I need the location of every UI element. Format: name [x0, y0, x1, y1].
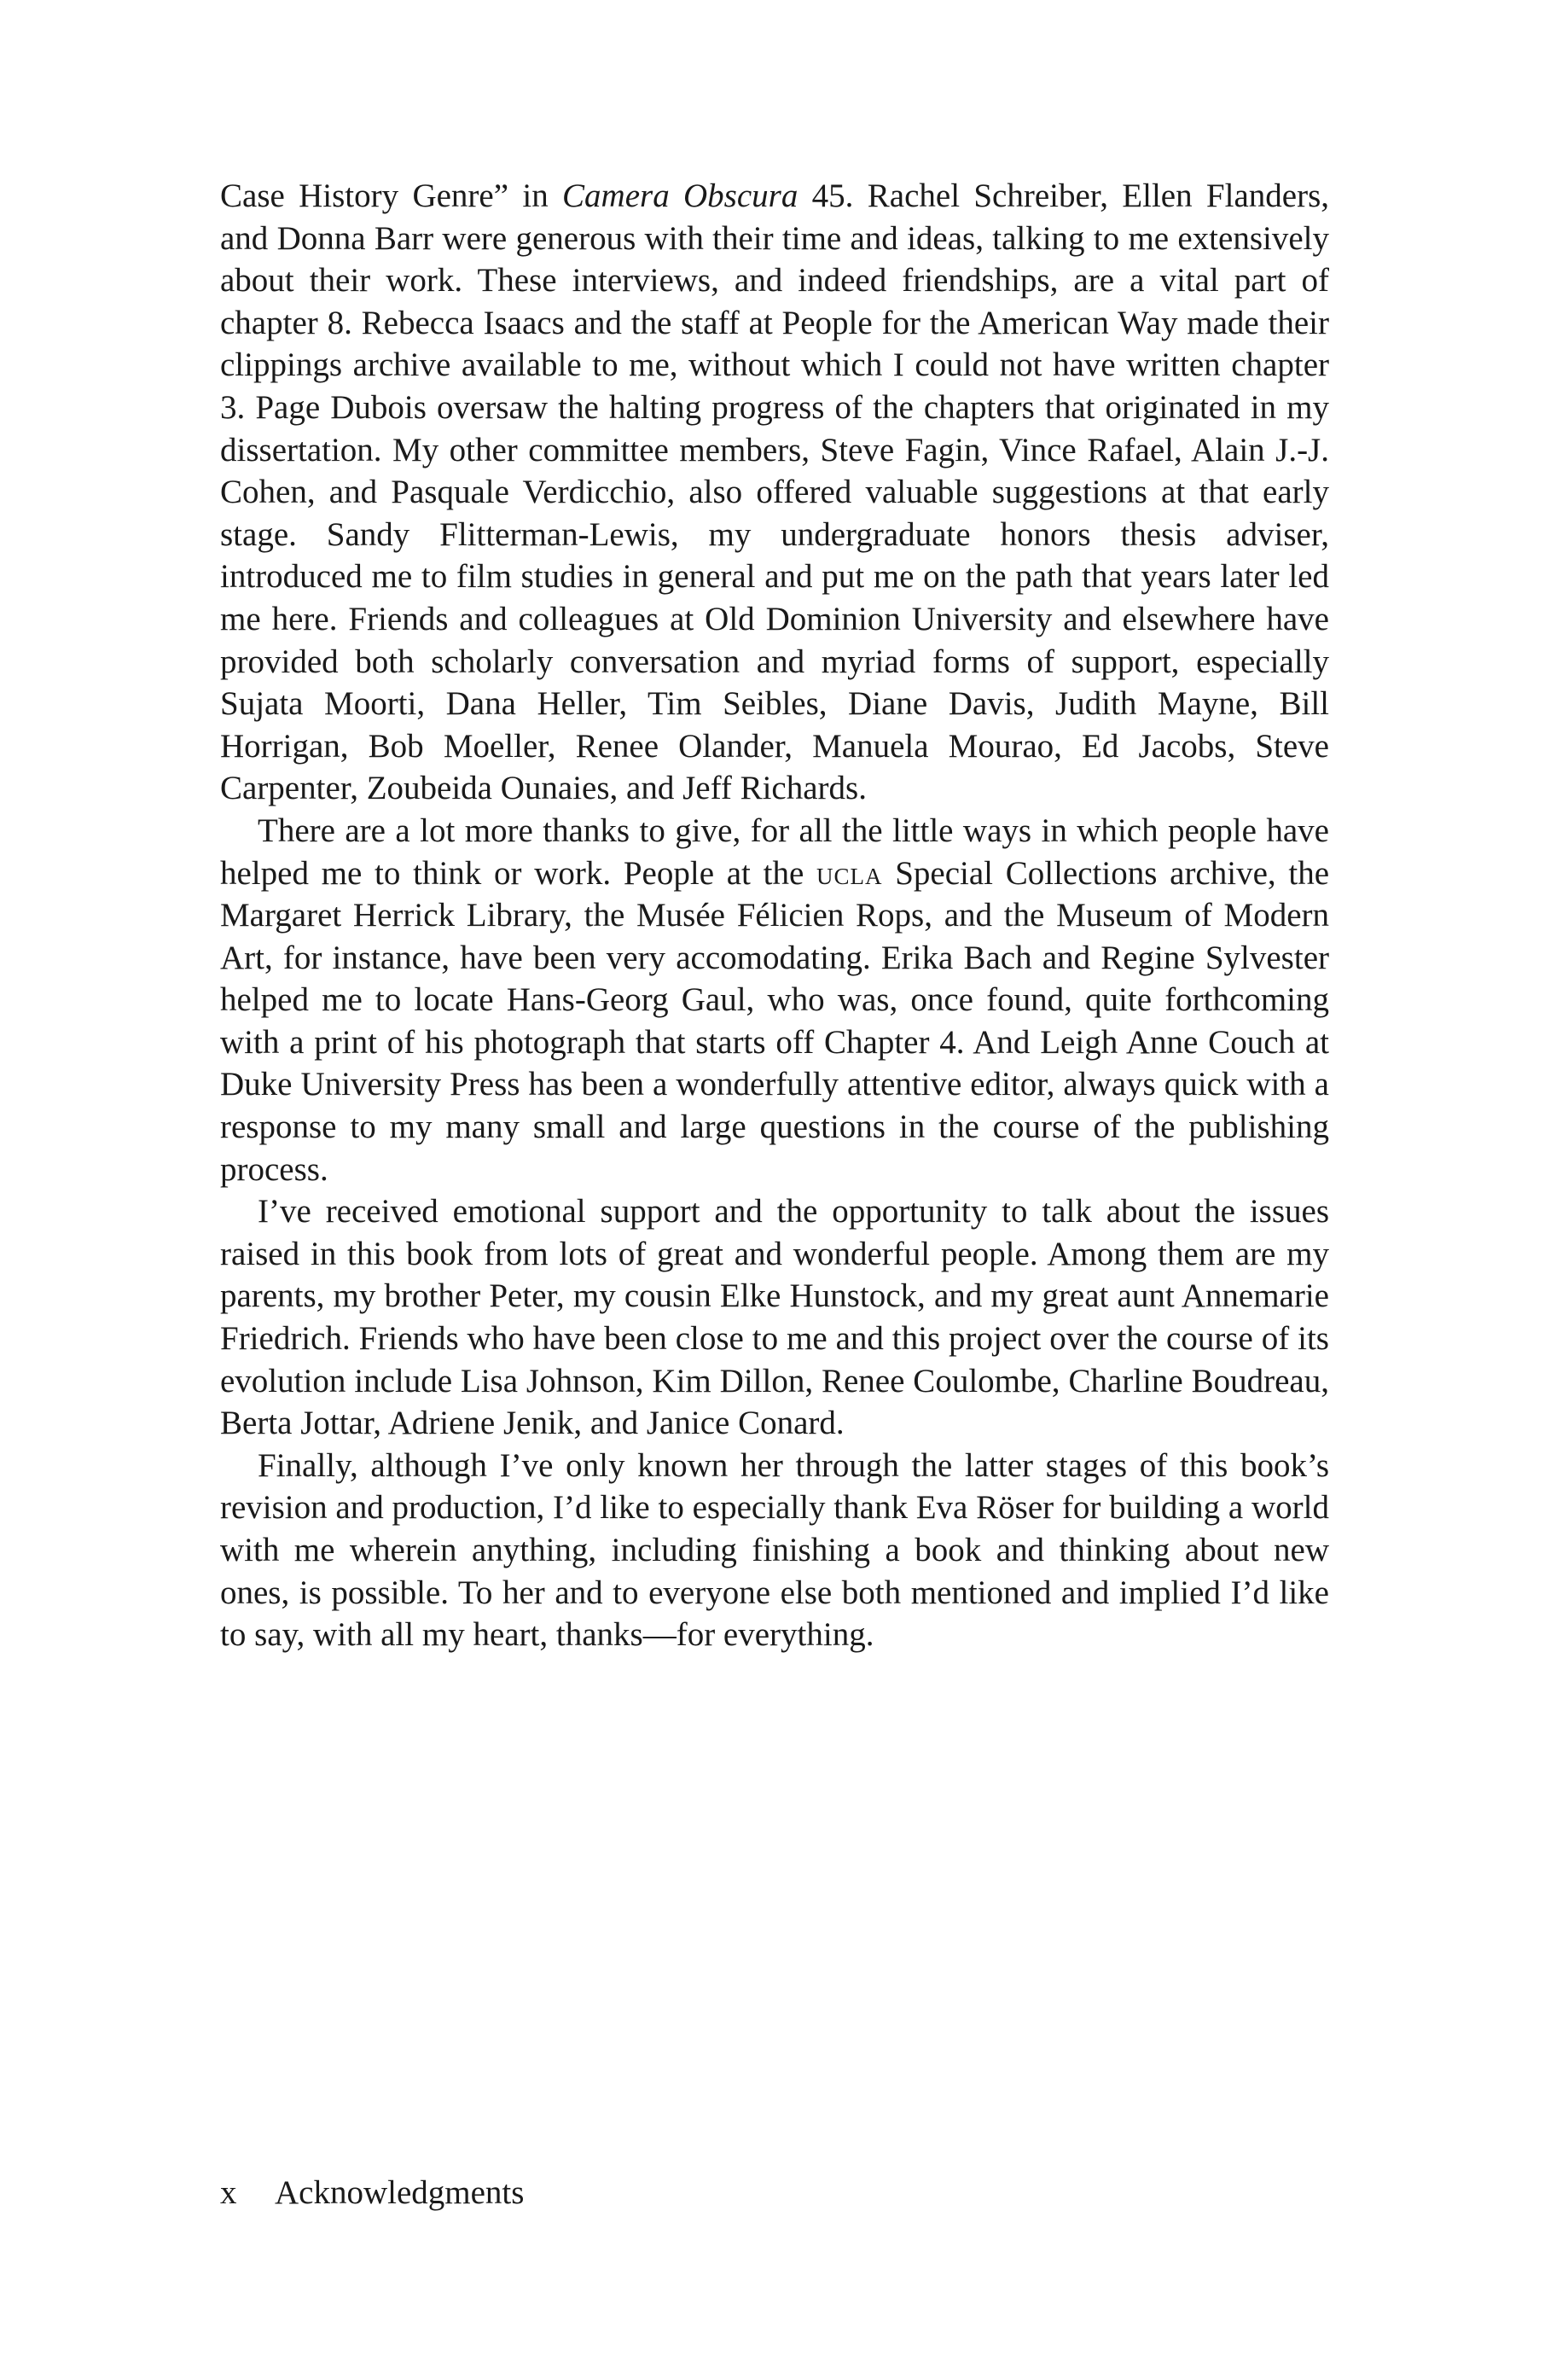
journal-title: Camera Obscura	[562, 177, 799, 214]
paragraph-1	[220, 175, 1329, 810]
page-footer	[220, 2172, 524, 2214]
page-number: x	[220, 2174, 237, 2211]
paragraph-4: Finally, although I’ve only known her through the latter stages of this book’s revision and production, I’d like to especially thank Eva Röser for building a world with me wherein anything, including finishing a book and thinking about new ones, is possible. To her and to everyone else both mentioned and implied I’d like to say, with all my heart, thanks—for everything.	[220, 1446, 1329, 1654]
paragraph-2-before: There are a lot more thanks to give, for all the little ways in which people have helped me to think or work. People at the	[220, 812, 1329, 892]
paragraph-2	[220, 810, 1329, 1190]
paragraph-1-intro: Case History Genre” in	[220, 177, 563, 214]
paragraph-2-after: Special Collections archive, the Margaret Herrick Library, the Musée Félicien Rops, and the Museum of Modern Art, for instance, have been very accomodating. Erika Bach and Regine Sylvester helped me to locate Hans-Georg Gaul, who was, once found, quite forthcoming with a print of his photograph that starts off Chapter 4. And Leigh Anne Couch at Duke University Press has been a wonderfully attentive editor, always quick with a response to my many small and large questions in the course of the publishing process.	[220, 854, 1330, 1188]
ucla-abbreviation: ucla	[816, 854, 883, 892]
running-head: Acknowledgments	[275, 2174, 525, 2211]
paragraph-3: I’ve received emotional support and the opportunity to talk about the issues raised in this book from lots of great and wonderful people. Among them are my parents, my brother Peter, my cousin Elke Hunstock, and my great aunt Annemarie Friedrich. Friends who have been close to me and this project over the course of its evolution include Lisa Johnson, Kim Dillon, Renee Coulombe, Charline Boudreau, Berta Jottar, Adriene Jenik, and Janice Conard.	[220, 1193, 1329, 1442]
page-body	[220, 175, 1329, 1656]
paragraph-1-body: 45. Rachel Schreiber, Ellen Flanders, and Donna Barr were generous with their time and ideas, talking to me extensively about their work. These interviews, and indeed friendships, are a vital part of chapter 8. Rebecca Isaacs and the staff at People for the American Way made their clippings archive available to me, without which I could not have written chapter 3. Page Dubois oversaw the halting progress of the chapters that originated in my dissertation. My other committee members, Steve Fagin, Vince Rafael, Alain J.-J. Cohen, and Pasquale Verdicchio, also offered valuable suggestions at that early stage. Sandy Flitterman-Lewis, my undergraduate honors thesis adviser, introduced me to film studies in general and put me on the path that years later led me here. Friends and colleagues at Old Dominion University and elsewhere have provided both scholarly conversation and myriad forms of support, especially Sujata Moorti, Dana Heller, Tim Seibles, Diane Davis, Judith Mayne, Bill Horrigan, Bob Moeller, Renee Olander, Manuela Mourao, Ed Jacobs, Steve Carpenter, Zoubeida Ounaies, and Jeff Richards.	[220, 177, 1329, 807]
